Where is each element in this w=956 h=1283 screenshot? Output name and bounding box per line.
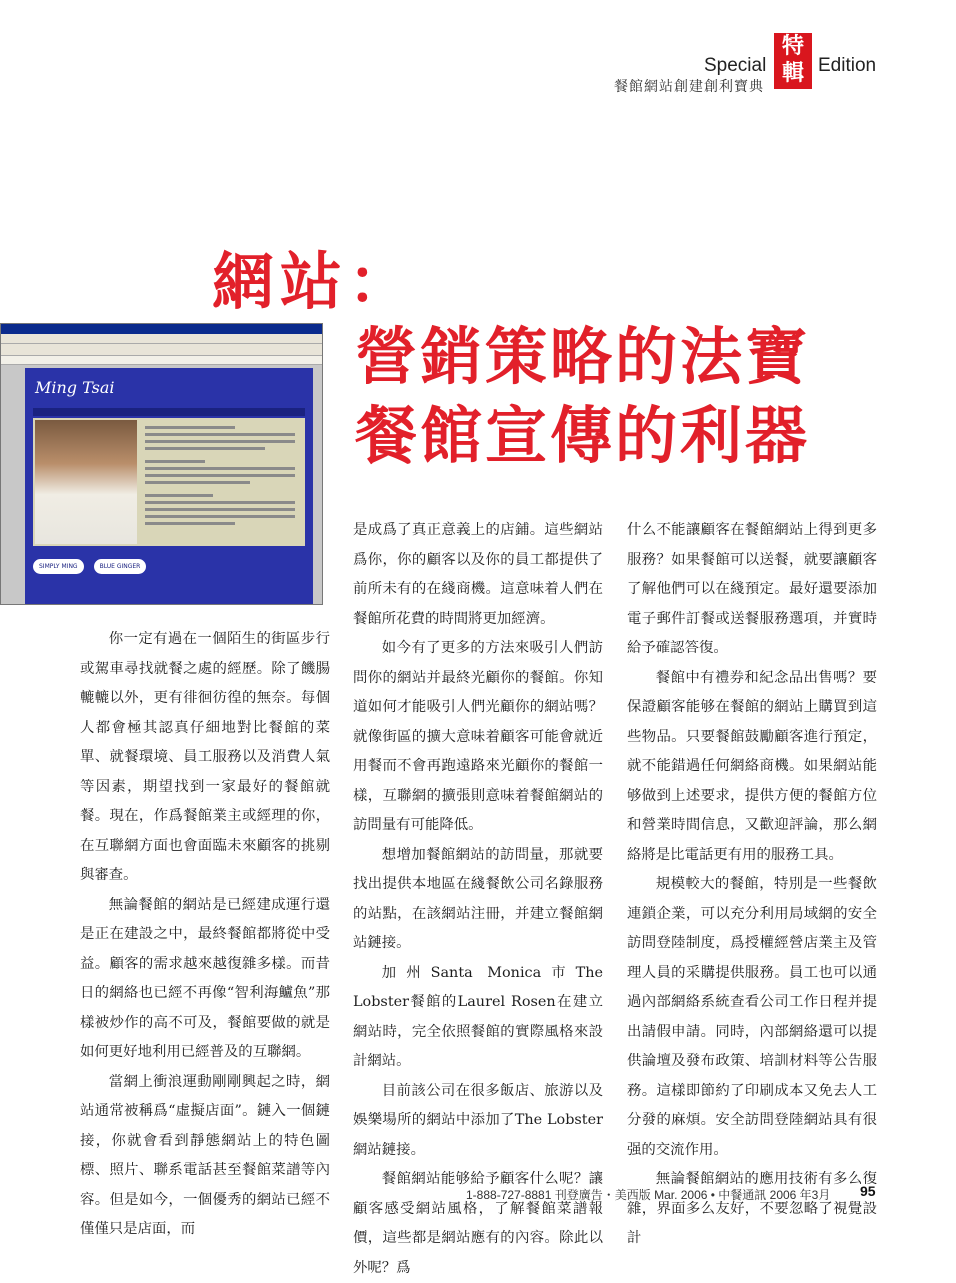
paragraph: 無論餐館的網站是已經建成運行還是正在建設之中，最終餐館都將從中受益。顧客的需求越來越復雜多樣。而昔日的網絡也已經不再像“智利海鱸魚”那樣被炒作的高不可及，餐館要做的就是如何更好地利用已經普及的互聯網。 <box>80 896 330 1060</box>
title-line1: 網站： <box>212 245 417 318</box>
badge-line1: 特 <box>781 34 804 59</box>
chef-photo <box>35 420 137 544</box>
simply-ming-logo: SIMPLY MING <box>33 559 84 574</box>
paragraph-continued: 是成爲了真正意義上的店鋪。這些網站爲你，你的顧客以及你的員工都提供了前所未有的在綫商機。這意味着人們在餐館所花費的時間將更加經濟。 <box>353 522 603 627</box>
browser-titlebar <box>1 324 322 334</box>
site-nav <box>33 408 305 416</box>
header-subtitle: 餐館網站創建創利寶典 <box>614 79 764 95</box>
blue-ginger-logo: BLUE GINGER <box>94 559 147 574</box>
paragraph: 規模較大的餐館，特別是一些餐飲連鎖企業，可以充分利用局域網的安全訪問登陸制度，爲授權經營店業主及管理人員的采購提供服務。員工也可以通過內部網絡系統查看公司工作日程并提出請假申請。同時，內部網絡還可以提供論壇及發布政策、培訓材料等公告服務。這樣即節約了印刷成本又免去人工分發的麻煩。安全訪問登陸網站具有很强的交流作用。 <box>627 876 877 1158</box>
partner-logos <box>33 552 305 580</box>
paragraph: 目前該公司在很多飯店、旅游以及娛樂場所的網站中添加了The Lobster網站鏈接。 <box>353 1082 603 1158</box>
site-content <box>33 418 305 546</box>
website-screenshot <box>0 323 323 605</box>
browser-toolbar <box>1 344 322 356</box>
paragraph-continued: 什么不能讓顧客在餐館網站上得到更多服務？如果餐館可以送餐，就要讓顧客了解他們可以在綫預定。最好還要添加電子郵件訂餐或送餐服務選項，并實時給予確認答復。 <box>627 522 877 656</box>
paragraph: 餐館網站能够給予顧客什么呢？讓顧客感受網站風格，了解餐館菜譜報價，這些都是網站應有的內容。除此以外呢？爲 <box>353 1171 603 1276</box>
paragraph: 無論餐館網站的應用技術有多么復雜，界面多么友好，不要忽略了視覺設計 <box>627 1171 877 1246</box>
paragraph: 想增加餐館網站的訪問量，那就要找出提供本地區在綫餐飲公司名錄服務的站點，在該網站注冊，并建立餐館網站鏈接。 <box>353 846 603 951</box>
special-edition-badge <box>774 33 812 89</box>
site-logo: Ming Tsai <box>35 378 115 397</box>
article-column-1 <box>80 625 330 1245</box>
browser-addressbar <box>1 356 322 365</box>
article-column-3 <box>627 516 877 1254</box>
badge-line2: 輯 <box>781 61 804 86</box>
title-line2: 營銷策略的法寶 <box>355 320 811 393</box>
paragraph: 當網上衝浪運動剛剛興起之時，網站通常被稱爲“虛擬店面”。鏈入一個鏈接，你就會看到靜態網站上的特色圖標、照片、聯系電話甚至餐館菜譜等內容。但是如今，一個優秀的網站已經不僅僅只是店面，而 <box>80 1073 330 1237</box>
restaurant-site <box>25 368 313 605</box>
paragraph: 加州Santa Monica市The Lobster餐館的Laurel Rosen在建立網站時，完全依照餐館的實際風格來設計網站。 <box>353 964 603 1069</box>
browser-menubar <box>1 334 322 344</box>
article-column-2 <box>353 516 603 1283</box>
title-line3: 餐館宣傳的利器 <box>355 399 811 472</box>
site-text-block <box>145 426 295 529</box>
page-number: 95 <box>860 1183 876 1199</box>
page-footer: 1-888-727-8881 刊登廣告・美西版 Mar. 2006 • 中餐通訊 2006 年3月 <box>466 1188 831 1202</box>
header-edition: Edition <box>818 55 877 76</box>
header-special: Special <box>704 55 767 76</box>
paragraph: 如今有了更多的方法來吸引人們訪問你的網站并最終光顧你的餐館。你知道如何才能吸引人們光顧你的網站嗎？就像街區的擴大意味着顧客可能會就近用餐而不會再跑遠路來光顧你的餐館一樣，互聯網的擴張則意味着餐館網站的訪問量有可能降低。 <box>353 640 603 833</box>
paragraph: 餐館中有禮券和紀念品出售嗎？要保證顧客能够在餐館的網站上購買到這些物品。只要餐館鼓勵顧客進行預定，就不能錯過任何網絡商機。如果網站能够做到上述要求，提供方便的餐館方位和營業時間信息，又歡迎評論，那么網絡將是比電話更有用的服務工具。 <box>627 669 877 863</box>
paragraph: 你一定有過在一個陌生的街區步行或駕車尋找就餐之處的經歷。除了饑腸轆轆以外，更有徘徊彷徨的無奈。每個人都會極其認真仔細地對比餐館的菜單、就餐環境、員工服務以及消費人氣等因素，期望找到一家最好的餐館就餐。現在，作爲餐館業主或經理的你，在互聯網方面也會面臨未來顧客的挑剔與審查。 <box>80 631 330 883</box>
